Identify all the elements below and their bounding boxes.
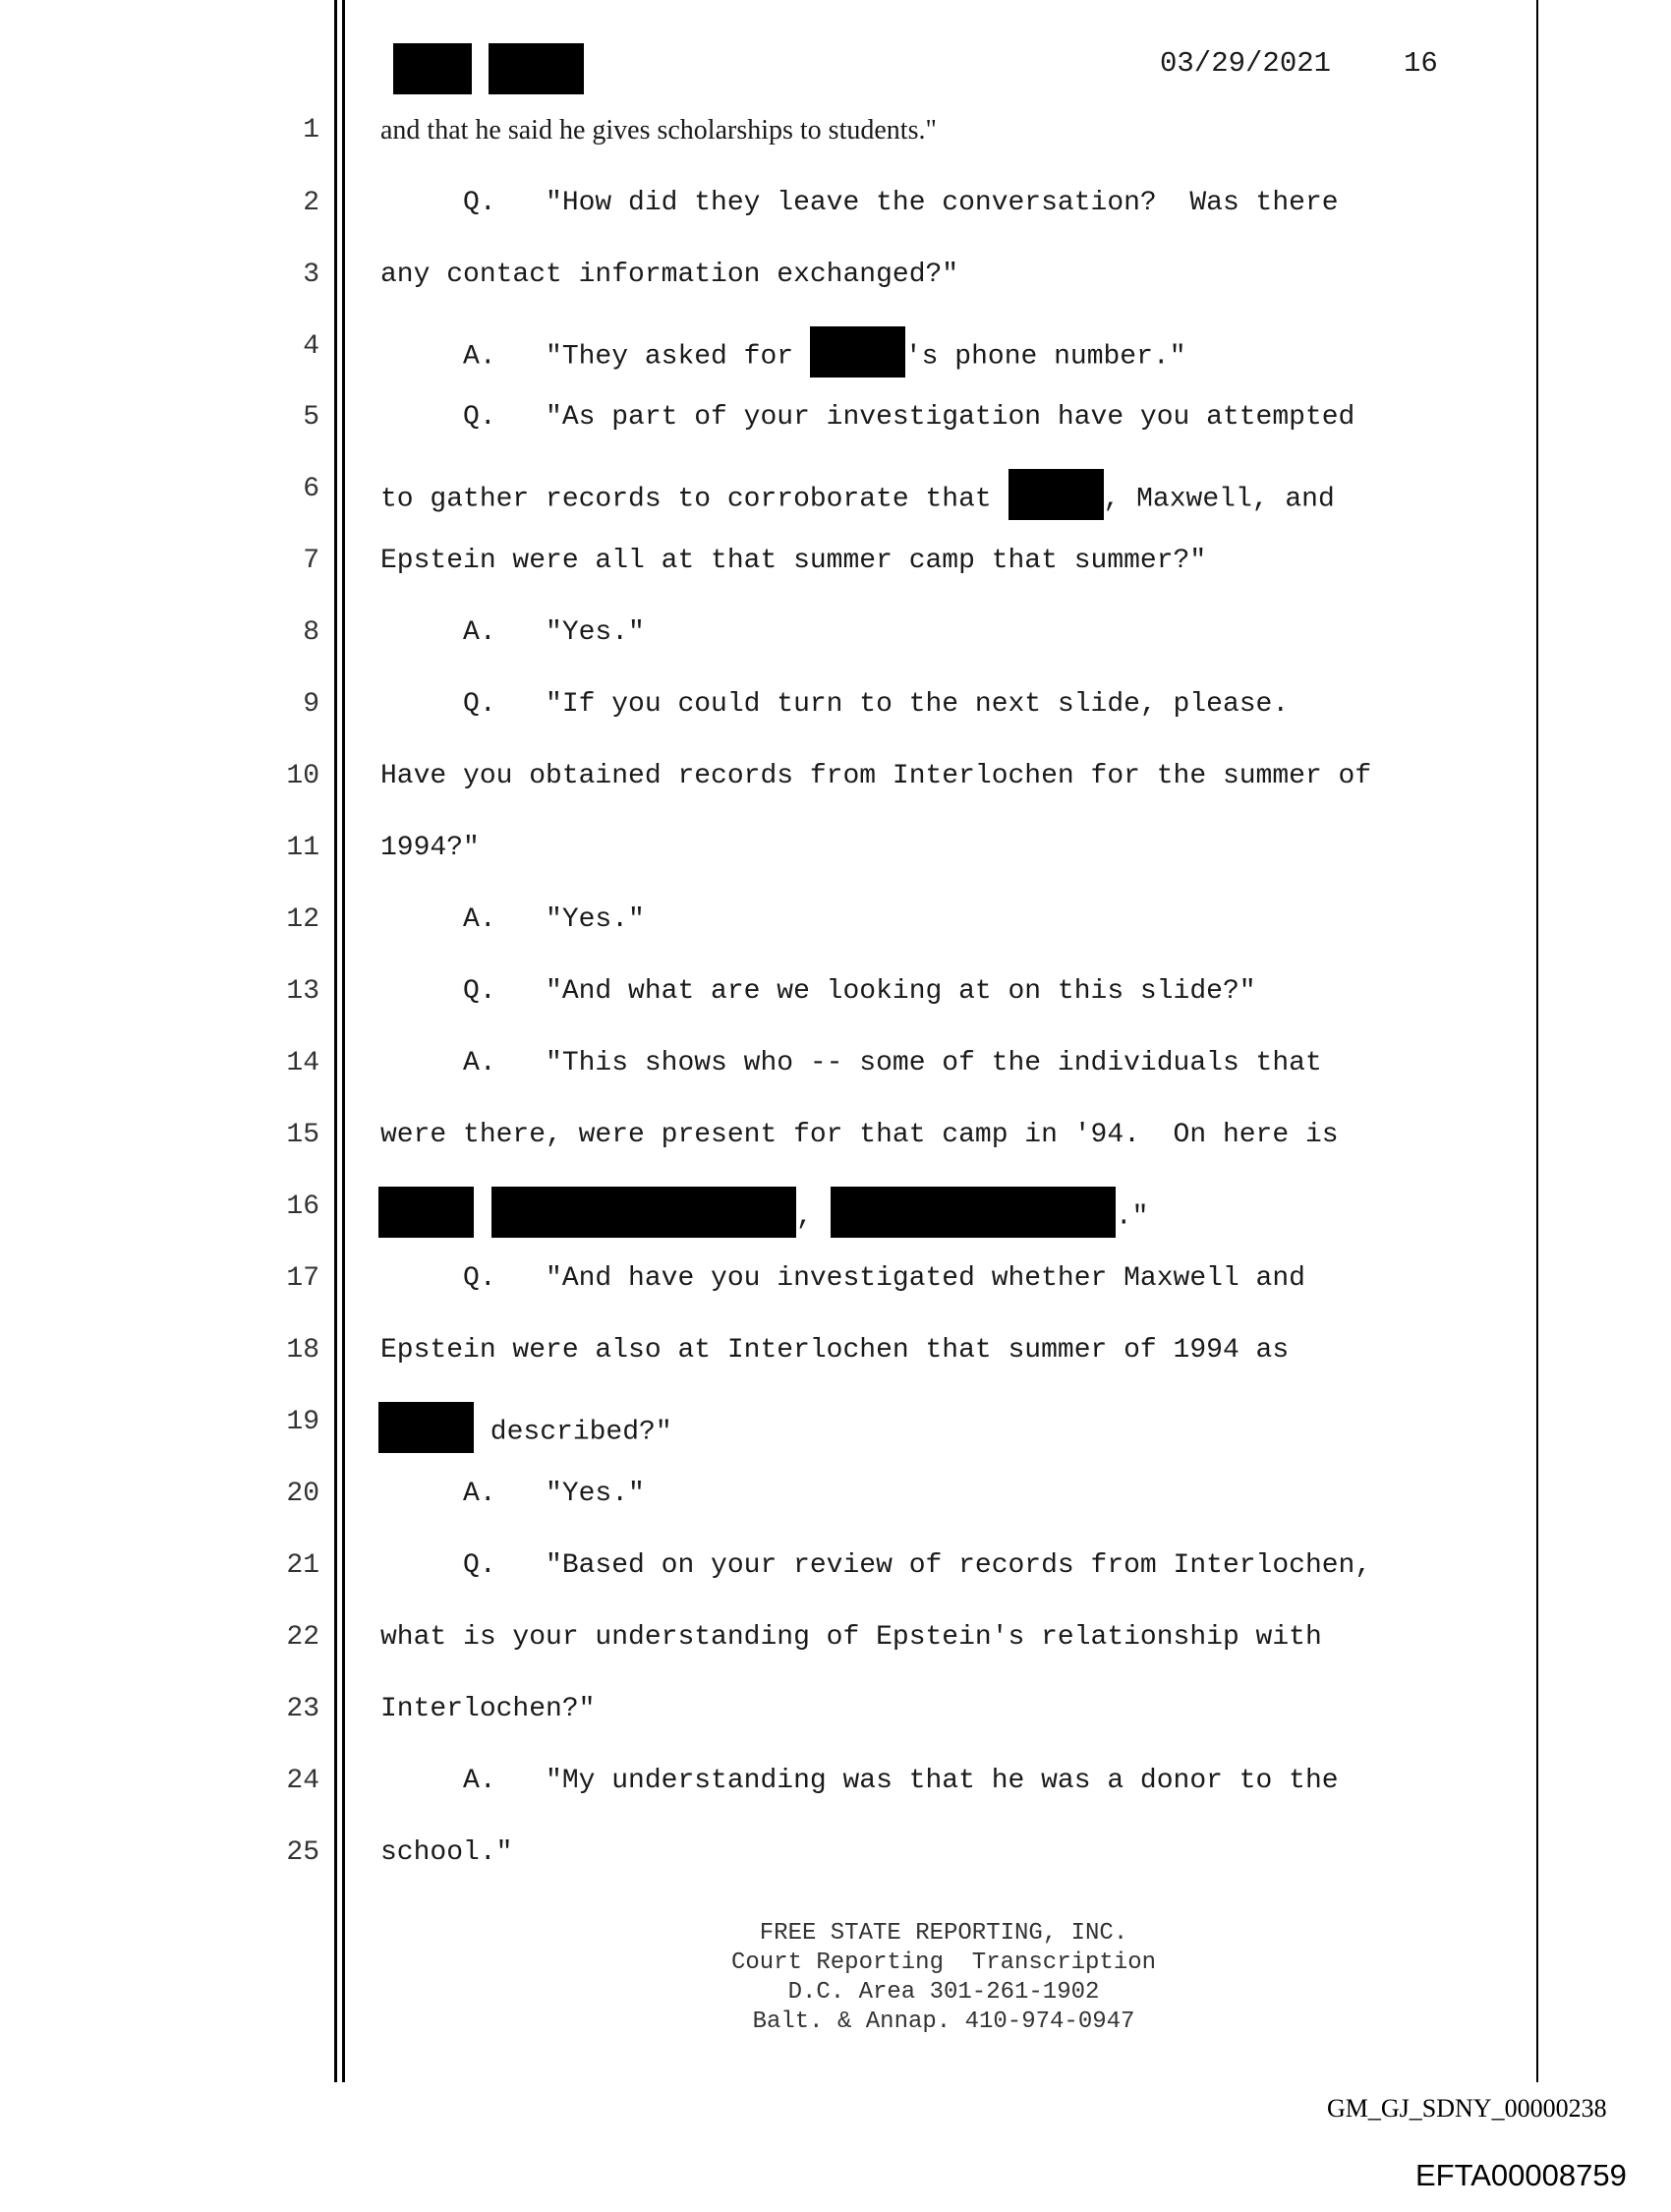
reporter-company: FREE STATE REPORTING, INC. <box>759 1920 1128 1947</box>
line-number: 2 <box>303 188 319 218</box>
redaction-block <box>489 43 584 94</box>
redaction-block <box>378 1187 474 1238</box>
page-number: 16 <box>1404 47 1438 80</box>
reporter-services: Court Reporting Transcription <box>730 1950 1157 1976</box>
line-text-after-redaction: ." <box>1115 1201 1149 1233</box>
left-margin-rule-inner <box>342 0 345 2082</box>
line-text-before-redaction: to gather records to corroborate that <box>380 484 1008 515</box>
line-text: Q. "How did they leave the conversation? Was there <box>380 188 1339 218</box>
line-text-after-redaction: described?" <box>474 1417 672 1448</box>
line-number: 23 <box>286 1694 319 1724</box>
line-text: school." <box>380 1837 513 1868</box>
redaction-block <box>1008 469 1104 520</box>
line-number: 9 <box>303 689 319 720</box>
line-text: Have you obtained records from Interlochen for the summer of <box>380 761 1372 791</box>
line-text: Q. "If you could turn to the next slide, please. <box>380 689 1290 720</box>
line-text <box>380 330 1186 381</box>
line-text: any contact information exchanged?" <box>380 260 959 290</box>
line-text: A. "My understanding was that he was a donor to the <box>380 1766 1339 1796</box>
line-number: 17 <box>286 1263 319 1294</box>
line-number: 15 <box>286 1120 319 1150</box>
line-number: 19 <box>286 1407 319 1437</box>
line-text: A. "Yes." <box>380 1479 645 1509</box>
line-text <box>378 1191 1148 1242</box>
line-text <box>380 473 1335 524</box>
line-text-after-redaction: , Maxwell, and <box>1103 484 1335 515</box>
line-text: what is your understanding of Epstein's relationship with <box>380 1622 1322 1653</box>
line-number: 6 <box>303 474 319 504</box>
line-number: 1 <box>303 115 319 146</box>
redaction-block <box>393 43 472 94</box>
line-text: Epstein were also at Interlochen that summer of 1994 as <box>380 1335 1290 1366</box>
line-number: 14 <box>286 1048 319 1078</box>
hearing-date: 03/29/2021 <box>1160 47 1332 80</box>
reporter-dc-phone: D.C. Area 301-261-1902 <box>787 1979 1100 2006</box>
line-number: 12 <box>286 904 319 935</box>
line-text: 1994?" <box>380 833 480 863</box>
line-text: Q. "As part of your investigation have you attempted <box>380 402 1355 433</box>
line-text: were there, were present for that camp in '94. On here is <box>380 1120 1339 1150</box>
line-number: 11 <box>286 833 319 863</box>
redaction-block <box>378 1402 474 1453</box>
line-punctuation: , <box>796 1201 813 1233</box>
left-margin-rule-outer <box>334 0 337 2082</box>
line-number: 7 <box>303 546 319 576</box>
right-margin-rule <box>1536 0 1538 2082</box>
line-text-before-redaction: A. "They asked for <box>380 341 810 373</box>
line-text: A. "Yes." <box>380 617 645 648</box>
line-number: 25 <box>286 1837 319 1868</box>
line-number: 10 <box>286 761 319 791</box>
line-number: 20 <box>286 1479 319 1509</box>
reporter-footer <box>550 1919 1337 2037</box>
line-text: A. "This shows who -- some of the individuals that <box>380 1048 1322 1078</box>
line-number: 8 <box>303 617 319 648</box>
line-text: Q. "And have you investigated whether Maxwell and <box>380 1263 1305 1294</box>
reporter-balt-phone: Balt. & Annap. 410-974-0947 <box>752 2008 1135 2035</box>
line-number: 16 <box>286 1192 319 1222</box>
line-text: Interlochen?" <box>380 1694 596 1724</box>
line-number: 4 <box>303 331 319 362</box>
bates-number: GM_GJ_SDNY_00000238 <box>1327 2094 1607 2123</box>
redaction-block <box>491 1187 796 1238</box>
line-number: 21 <box>286 1550 319 1581</box>
redaction-block <box>810 326 905 378</box>
line-number: 5 <box>303 402 319 433</box>
redaction-block <box>831 1187 1116 1238</box>
line-text <box>378 1406 672 1457</box>
line-text: and that he said he gives scholarships to students." <box>380 115 937 146</box>
line-number: 18 <box>286 1335 319 1366</box>
line-text: Q. "And what are we looking at on this slide?" <box>380 976 1256 1007</box>
line-text: Epstein were all at that summer camp that summer?" <box>380 546 1207 576</box>
line-number: 13 <box>286 976 319 1007</box>
line-text-after-redaction: 's phone number." <box>904 341 1186 373</box>
line-number: 22 <box>286 1622 319 1653</box>
line-number: 3 <box>303 260 319 290</box>
efta-number: EFTA00008759 <box>1415 2158 1627 2192</box>
line-text: A. "Yes." <box>380 904 645 935</box>
line-text: Q. "Based on your review of records from Interlochen, <box>380 1550 1372 1581</box>
line-number: 24 <box>286 1766 319 1796</box>
